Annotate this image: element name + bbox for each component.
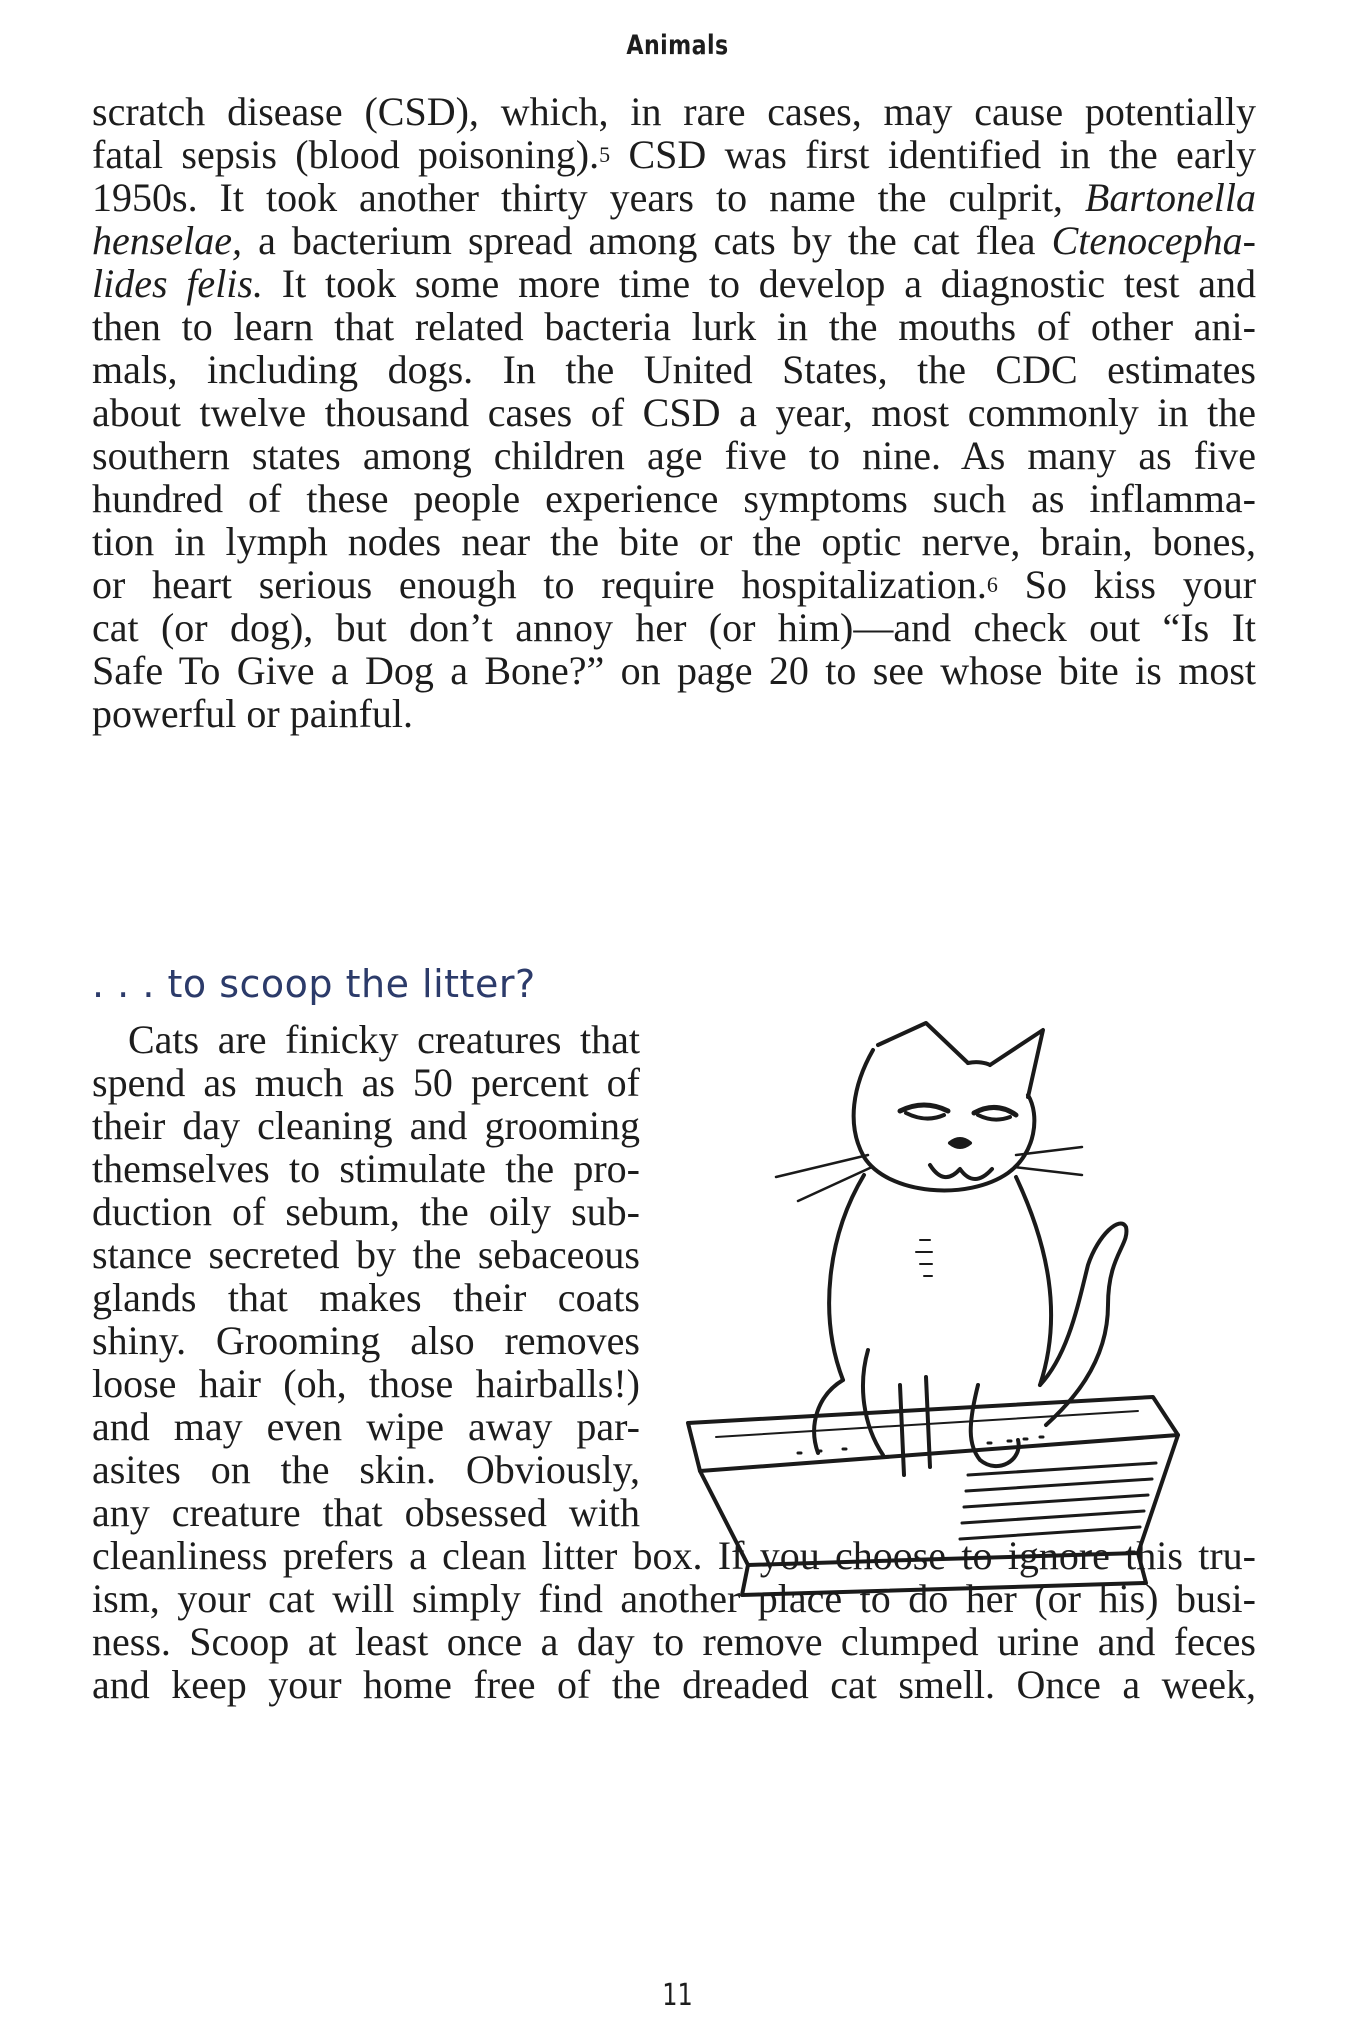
text-line: cleanliness prefers a clean litter box. If you choose to ignore this tru- bbox=[92, 1533, 1256, 1578]
text-line: ism, your cat will simply find another place to do her (or his) busi- bbox=[92, 1576, 1256, 1621]
text-line: fatal sepsis (blood poisoning).$^5$ CSD was first identified in the early bbox=[92, 132, 1257, 177]
text-line: about twelve thousand cases of CSD a year, most commonly in the bbox=[92, 390, 1256, 435]
text-line: and keep your home free of the dreaded cat smell. Once a week, bbox=[92, 1662, 1256, 1707]
text-line: shiny. Grooming also removes bbox=[92, 1318, 640, 1363]
text-line: powerful or painful. bbox=[92, 691, 414, 736]
cat-litterbox-illustration bbox=[668, 1005, 1238, 1605]
text-line: or heart serious enough to require hospitalization.$^6$ So kiss your bbox=[92, 562, 1257, 607]
text-line: duction of sebum, the oily sub- bbox=[92, 1189, 640, 1234]
running-head: Animals bbox=[626, 30, 729, 61]
text-line: loose hair (oh, those hairballs!) bbox=[92, 1361, 640, 1406]
text-line: glands that makes their coats bbox=[92, 1275, 640, 1320]
text-line: Cats are finicky creatures that bbox=[128, 1017, 640, 1062]
text-line: mals, including dogs. In the United States, the CDC estimates bbox=[92, 347, 1256, 392]
text-line: southern states among children age five to nine. As many as five bbox=[92, 433, 1256, 478]
text-line: lides felis. It took some more time to develop a diagnostic test and bbox=[92, 261, 1256, 306]
section-heading: . . . to scoop the litter? bbox=[92, 962, 536, 1006]
text-line: henselae, a bacterium spread among cats by the cat flea Ctenocepha- bbox=[92, 218, 1256, 263]
text-line: asites on the skin. Obviously, bbox=[92, 1447, 640, 1492]
text-line: their day cleaning and grooming bbox=[92, 1103, 640, 1148]
footnote-ref: 6 bbox=[986, 572, 998, 597]
text-line: themselves to stimulate the pro- bbox=[92, 1146, 640, 1191]
text-line: spend as much as 50 percent of bbox=[92, 1060, 640, 1105]
text-line: tion in lymph nodes near the bite or the optic nerve, brain, bones, bbox=[92, 519, 1256, 564]
text-line: any creature that obsessed with bbox=[92, 1490, 640, 1535]
text-line: cat (or dog), but don’t annoy her (or him)—and check out “Is It bbox=[92, 605, 1256, 650]
text-line: stance secreted by the sebaceous bbox=[92, 1232, 640, 1277]
text-line: ness. Scoop at least once a day to remove clumped urine and feces bbox=[92, 1619, 1256, 1664]
footnote-ref: 5 bbox=[599, 142, 611, 167]
text-line: then to learn that related bacteria lurk in the mouths of other ani- bbox=[92, 304, 1256, 349]
text-line: scratch disease (CSD), which, in rare cases, may cause potentially bbox=[92, 89, 1256, 134]
page-number: 11 bbox=[662, 1978, 693, 2013]
text-line: hundred of these people experience symptoms such as inflamma- bbox=[92, 476, 1256, 521]
text-line: 1950s. It took another thirty years to name the culprit, Bartonella bbox=[92, 175, 1256, 220]
text-line: and may even wipe away par- bbox=[92, 1404, 640, 1449]
text-line: Safe To Give a Dog a Bone?” on page 20 to see whose bite is most bbox=[92, 648, 1256, 693]
